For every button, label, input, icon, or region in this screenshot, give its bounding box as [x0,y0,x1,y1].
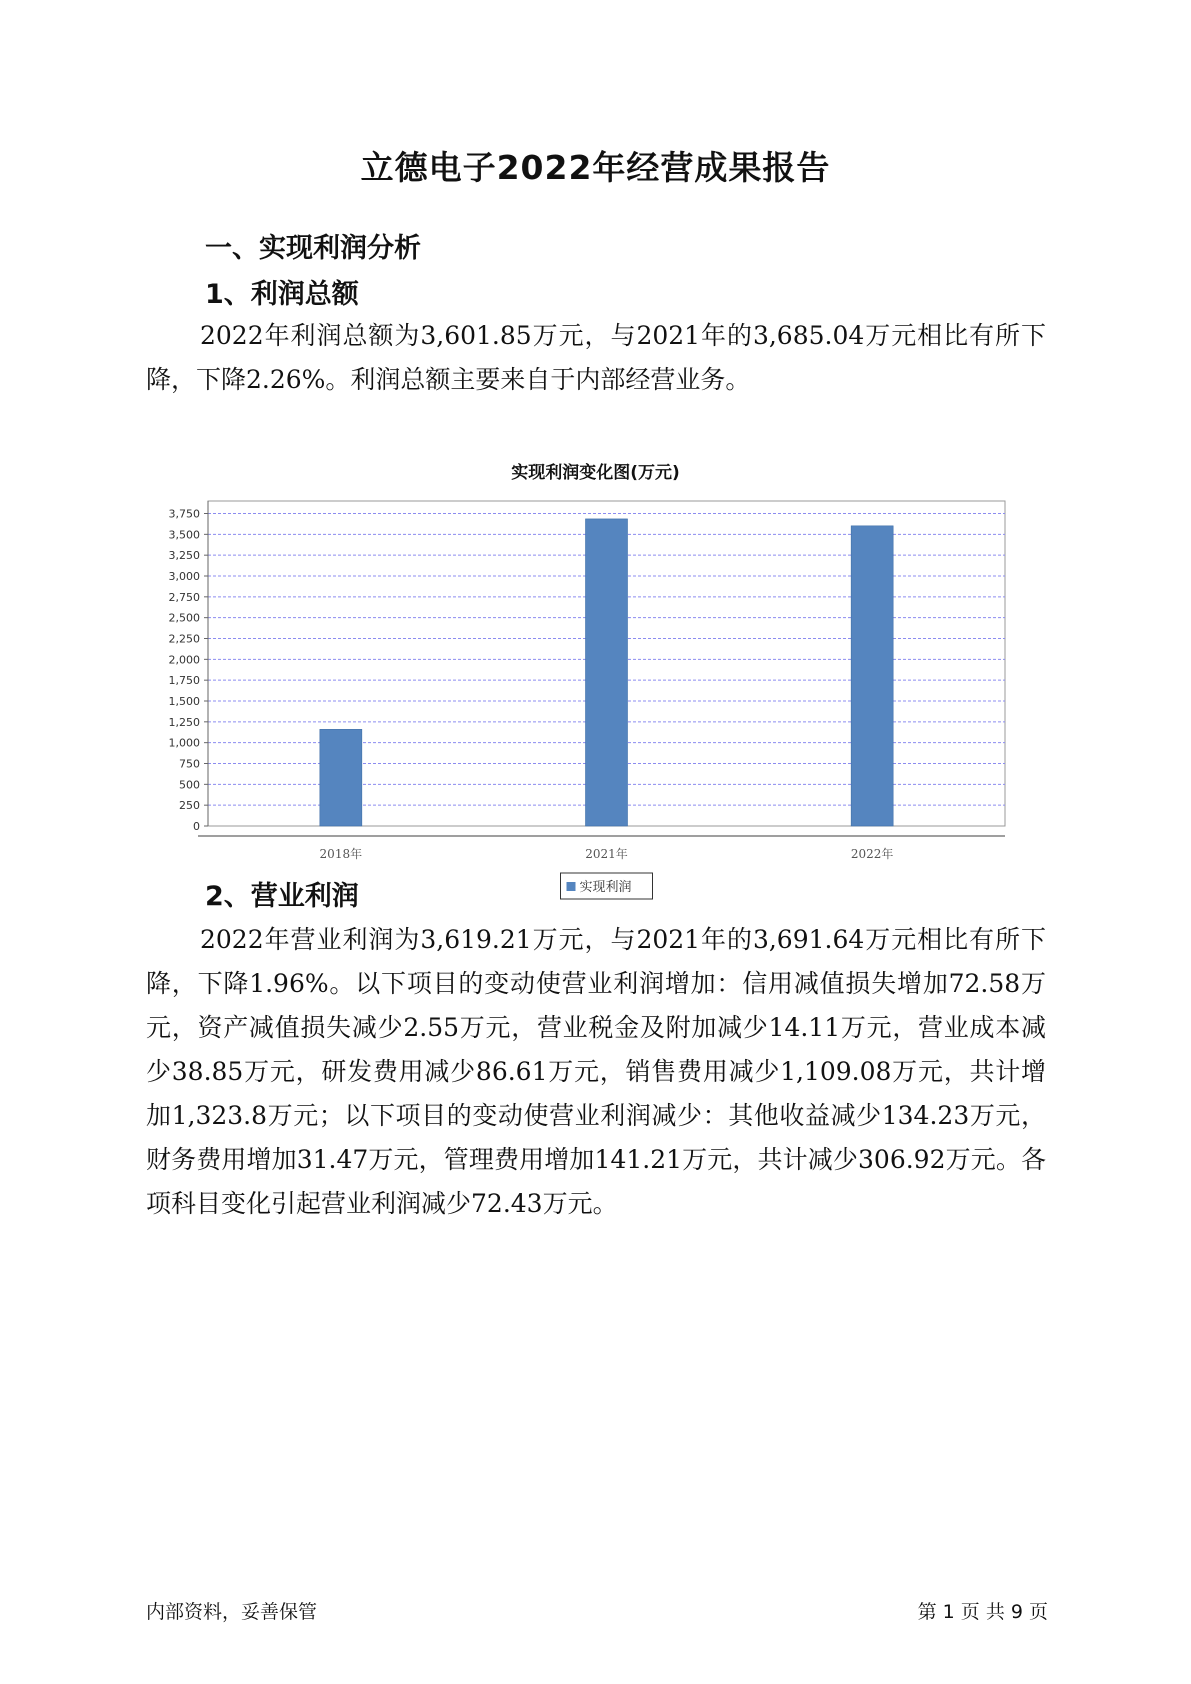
y-tick-label: 1,250 [168,715,200,729]
footer-page-number: 第 1 页 共 9 页 [917,1601,1048,1623]
y-tick-label: 500 [179,778,200,792]
y-tick-label: 250 [179,799,200,813]
x-tick-label: 2018年 [319,847,363,861]
bar-2021年 [586,519,628,826]
y-tick-label: 3,000 [168,570,200,583]
paragraph-operating-profit: 2022年营业利润为3,619.21万元，与2021年的3,691.64万元相比有所下降，下降1.96%。以下项目的变动使营业利润增加：信用减值损失增加72.58万元，资产减值损失减少2.55万元，营业税金及附加减少14.11万元，营业成本减少38.85万元，研发费用减少86.61万元，销售费用减少1,109.08万元，共计增加1,323.8万元；以下项目的变动使营业利润减少：其他收益减少134.23万元，财务费用增加31.47万元，管理费用增加141.21万元，共计减少306.92万元。各项科目变化引起营业利润减少72.43万元。 [146,925,1046,1218]
paragraph-total-profit: 2022年利润总额为3,601.85万元，与2021年的3,685.04万元相比有所下降，下降2.26%。利润总额主要来自于内部经营业务。 [146,321,1046,394]
x-tick-label: 2022年 [850,847,894,861]
subsection-heading-operating-profit: 2、营业利润 [205,881,359,912]
y-tick-label: 0 [193,820,200,833]
x-tick-label: 2021年 [585,847,628,861]
page-title: 立德电子2022年经营成果报告 [360,148,831,187]
y-tick-label: 2,750 [168,590,200,604]
y-tick-label: 1,500 [168,695,200,708]
y-tick-label: 3,750 [168,507,200,521]
subsection-heading-total-profit: 1、利润总额 [205,279,359,310]
y-tick-label: 3,250 [168,549,200,563]
section-heading: 一、实现利润分析 [205,233,421,264]
y-tick-label: 3,500 [168,528,200,542]
chart-title: 实现利润变化图(万元) [511,463,680,483]
y-tick-label: 2,500 [168,611,200,625]
legend-swatch [567,882,576,891]
bar-2018年 [320,729,362,826]
bar-2022年 [851,526,893,826]
y-tick-label: 2,000 [168,653,200,667]
profit-bar-chart [140,485,1020,905]
y-tick-label: 750 [179,757,200,771]
footer-confidential-note: 内部资料，妥善保管 [146,1601,318,1623]
y-tick-label: 1,000 [168,736,200,750]
y-tick-label: 1,750 [168,674,200,688]
y-tick-label: 2,250 [168,632,200,646]
legend-label: 实现利润 [579,880,632,895]
